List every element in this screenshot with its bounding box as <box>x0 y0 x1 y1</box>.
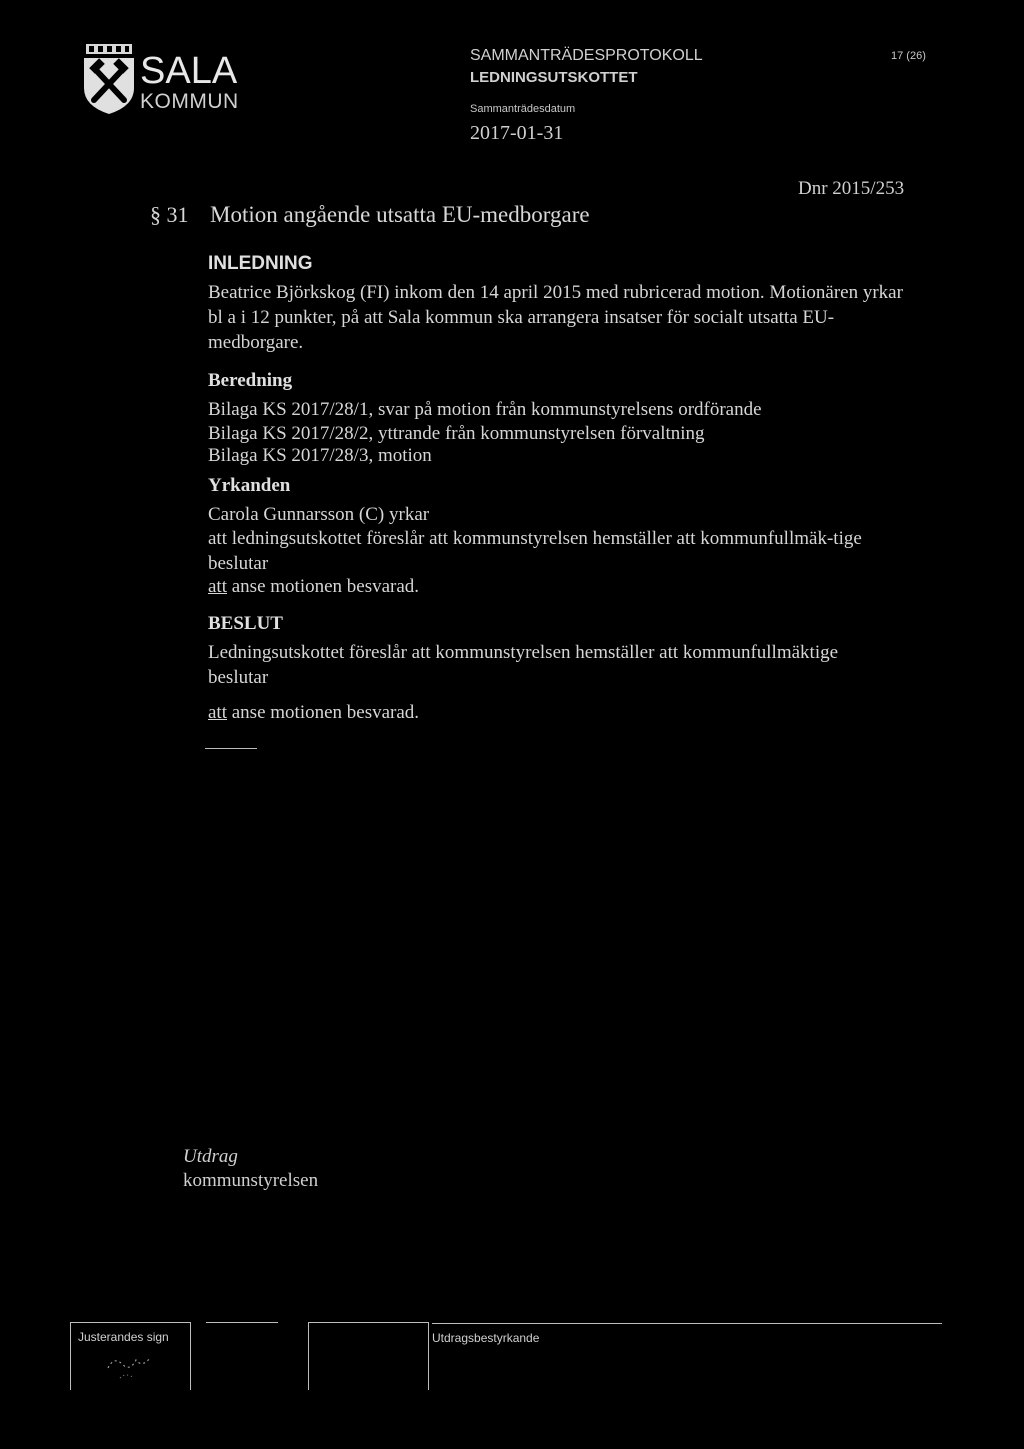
beslut-action-rest: anse motionen besvarad. <box>227 702 420 723</box>
beslut-text: Ledningsutskottet föreslår att kommunstyrelsen hemställer att kommunfullmäktige beslutar <box>208 642 839 688</box>
justerande-box-right <box>190 1322 191 1390</box>
utdragsbestyrkande-label: Utdragsbestyrkande <box>432 1331 540 1345</box>
yrkanden-heading: Yrkanden <box>208 475 291 496</box>
utdrag-recipient: kommunstyrelsen <box>183 1170 319 1191</box>
logo-sala-text: SALA <box>140 50 238 92</box>
signature-box-left <box>308 1322 309 1390</box>
meeting-date: 2017-01-31 <box>470 122 564 144</box>
justerandes-sign-label: Justerandes sign <box>78 1330 169 1344</box>
logo-kommun-text: KOMMUN <box>140 90 239 113</box>
page-number: 17 (26) <box>891 50 926 62</box>
beslut-heading: BESLUT <box>208 613 283 634</box>
bilaga-item: Bilaga KS 2017/28/2, yttrande från kommunstyrelsen förvaltning <box>208 423 705 444</box>
inledning-heading: INLEDNING <box>208 253 313 274</box>
yrkanden-action <box>208 574 419 599</box>
beredning-heading: Beredning <box>208 370 293 391</box>
handwritten-initials <box>100 1338 160 1384</box>
utdrag-box-left <box>428 1322 429 1390</box>
meeting-date-label: Sammanträdesdatum <box>470 103 576 115</box>
diary-number: Dnr 2015/253 <box>798 178 905 199</box>
utdrag-label: Utdrag <box>183 1146 238 1167</box>
motion-title: Motion angående utsatta EU-medborgare <box>210 202 590 227</box>
bilaga-item: Bilaga KS 2017/28/1, svar på motion från kommunstyrelsens ordförande <box>208 399 762 420</box>
signature-footer <box>0 1300 1024 1449</box>
att-keyword: att <box>208 702 227 723</box>
att-keyword: att <box>208 576 227 597</box>
sala-coat-of-arms-icon <box>80 44 138 114</box>
section-end-divider <box>205 748 257 749</box>
document-type: SAMMANTRÄDESPROTOKOLL <box>470 47 703 64</box>
committee-name: LEDNINGSUTSKOTTET <box>470 69 638 86</box>
footer-top-rule <box>206 1322 278 1323</box>
justerande-box-left <box>70 1322 71 1390</box>
paragraph-number: § 31 <box>150 202 189 227</box>
inledning-text: Beatrice Björkskog (FI) inkom den 14 april 2015 med rubricerad motion. Motionären yrkar bl a i 12 punkter, på att Sala kommun ska arrangera insatser för socialt utsatta EU-medborgare. <box>208 282 903 353</box>
footer-top-rule <box>70 1322 190 1323</box>
yrkanden-action-rest: anse motionen besvarad. <box>227 576 420 597</box>
footer-top-rule <box>432 1323 942 1324</box>
footer-top-rule <box>308 1322 428 1323</box>
bilaga-item: Bilaga KS 2017/28/3, motion <box>208 445 432 466</box>
beslut-action <box>208 700 419 725</box>
yrkanden-proposal: att ledningsutskottet föreslår att kommunstyrelsen hemställer att kommunfullmäk-tige beslutar <box>208 528 862 574</box>
yrkanden-person: Carola Gunnarsson (C) yrkar <box>208 504 430 525</box>
